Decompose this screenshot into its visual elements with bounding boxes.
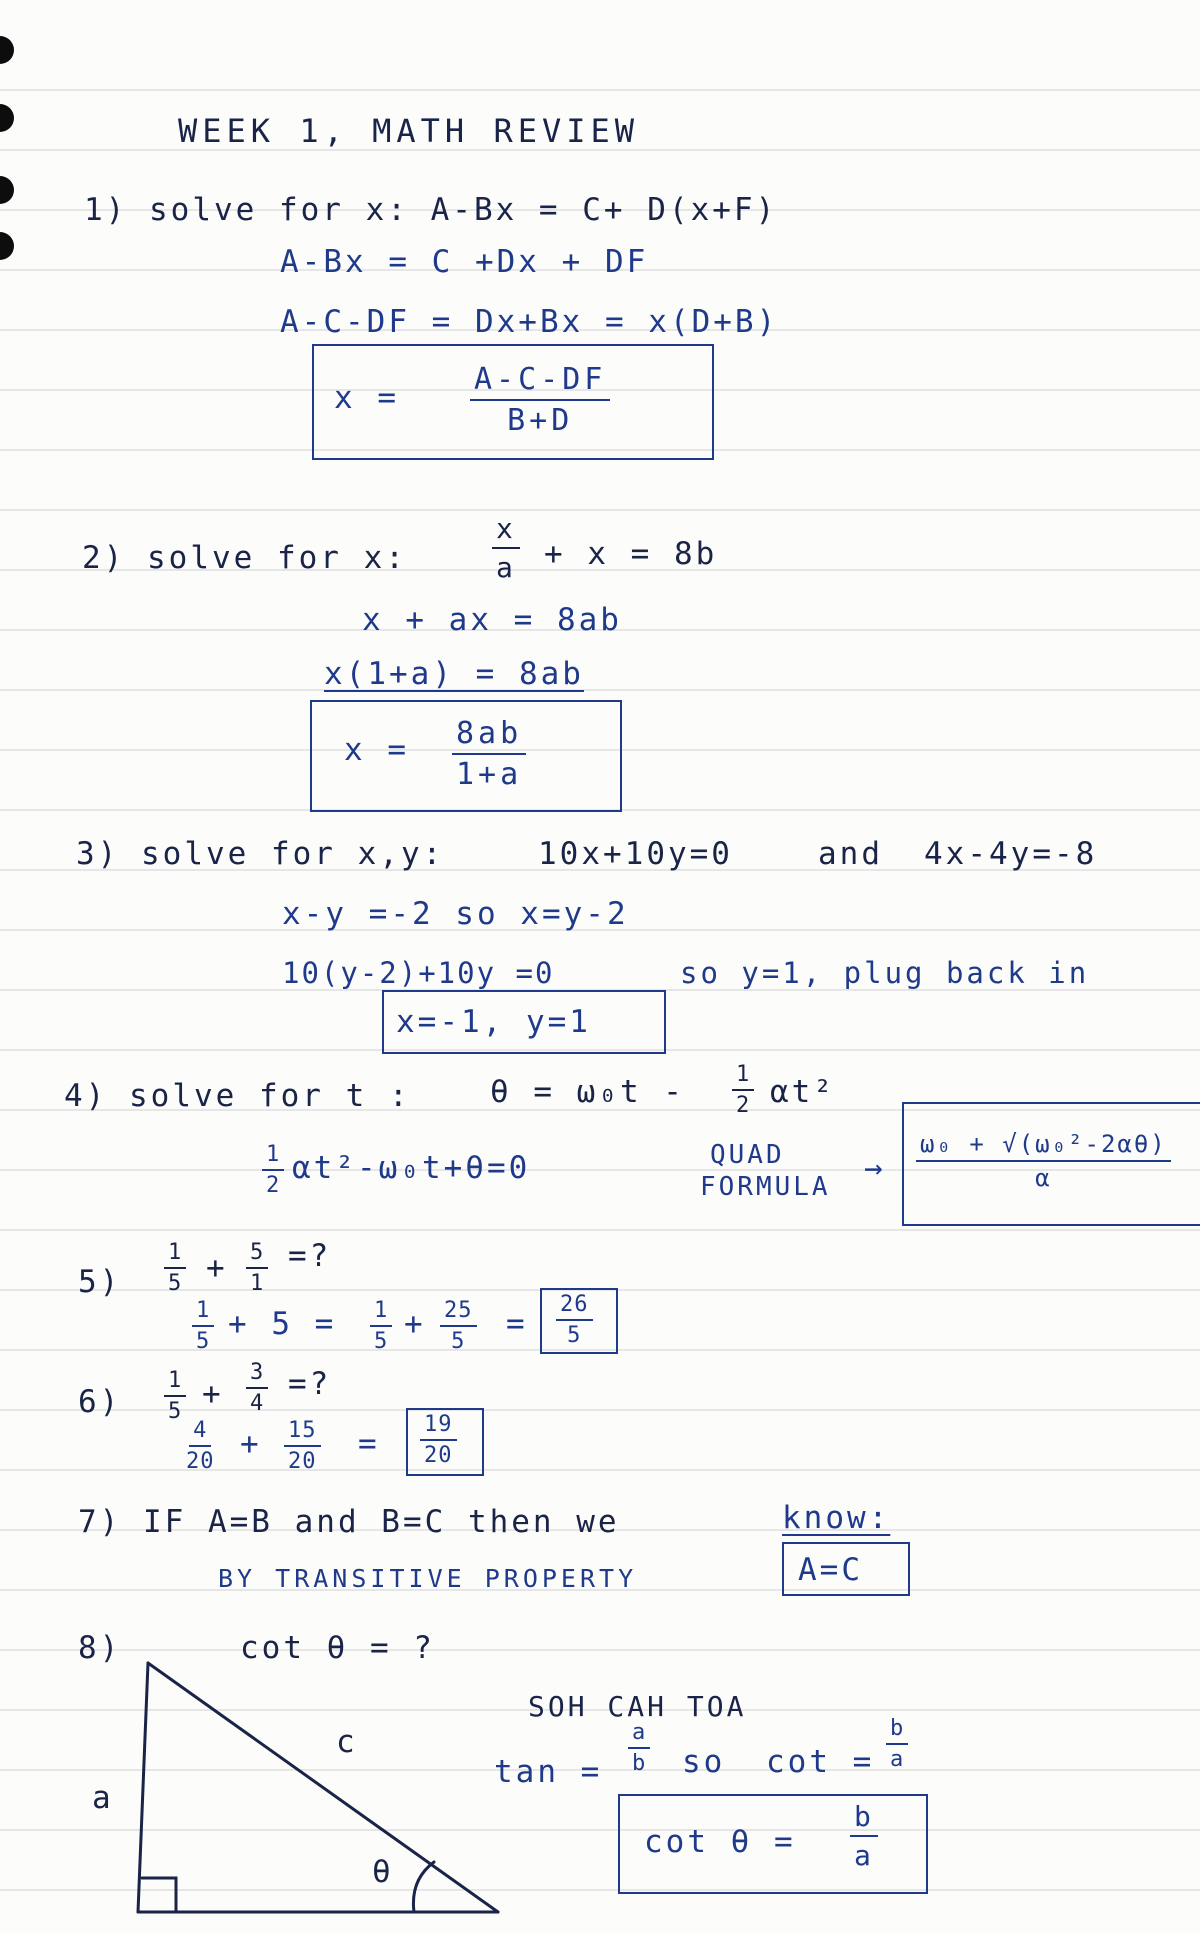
- problem-6-label: 6): [78, 1384, 122, 1420]
- problem-5-s3-numerator: 25: [440, 1298, 477, 1327]
- problem-2-answer-lhs: x =: [344, 732, 409, 768]
- problem-7-prompt: 7) IF A=B and B=C then we: [78, 1504, 620, 1540]
- problem-1-prompt: 1) solve for x: A-Bx = C+ D(x+F): [84, 192, 778, 228]
- problem-2-equation-numerator: x: [492, 512, 520, 549]
- problem-6-f2-denominator: 4: [250, 1391, 265, 1416]
- problem-6-answer-denominator: 20: [424, 1443, 453, 1468]
- problem-6-step-equals: =: [358, 1426, 380, 1462]
- triangle-label-a: a: [92, 1780, 114, 1816]
- problem-2-equation-rest: + x = 8b: [544, 536, 718, 572]
- problem-6-s2-numerator: 15: [284, 1418, 321, 1447]
- problem-5-f2-denominator: 1: [250, 1271, 265, 1296]
- problem-4-step-half-denominator: 2: [266, 1173, 281, 1198]
- problem-3-answer: x=-1, y=1: [396, 1004, 591, 1040]
- problem-1-step-2: A-C-DF = Dx+Bx = x(D+B): [280, 304, 779, 340]
- problem-4-formula-label: FORMULA: [700, 1172, 831, 1202]
- problem-5-plus: +: [206, 1250, 228, 1286]
- triangle-label-c: c: [336, 1724, 358, 1760]
- problem-2-step-2: x(1+a) = 8ab: [324, 656, 584, 692]
- problem-4-step: αt²-ω₀t+θ=0: [292, 1150, 531, 1186]
- problem-8-question: cot θ = ?: [240, 1630, 435, 1666]
- problem-5-step-equals: =: [506, 1306, 528, 1342]
- problem-3-step-2-note: so y=1, plug back in: [680, 956, 1090, 990]
- problem-3-prompt: 3) solve for x,y:: [76, 836, 445, 872]
- tan-label: tan =: [494, 1754, 603, 1790]
- problem-3-equation-2: 4x-4y=-8: [924, 836, 1098, 872]
- problem-4-half-numerator: 1: [732, 1062, 754, 1091]
- problem-3-and: and: [818, 836, 883, 872]
- cot-numerator: b: [886, 1716, 908, 1745]
- so-label: so: [682, 1744, 726, 1780]
- problem-4-answer-numerator: ω₀ + √(ω₀²-2αθ): [916, 1130, 1171, 1162]
- problem-4-equation-lhs: θ = ω₀t -: [490, 1074, 685, 1110]
- tan-numerator: a: [628, 1720, 650, 1749]
- problem-6-s1-numerator: 4: [189, 1418, 211, 1447]
- problem-5-f2-numerator: 5: [246, 1240, 268, 1269]
- problem-1-answer-denominator: B+D: [507, 403, 574, 438]
- problem-2-step-1: x + ax = 8ab: [362, 602, 622, 638]
- problem-5-f1-numerator: 1: [164, 1240, 186, 1269]
- problem-8-answer-fraction: [850, 1800, 878, 1872]
- problem-5-step-plus: +: [404, 1306, 426, 1342]
- problem-8-label: 8): [78, 1630, 122, 1666]
- problem-7-answer: A=C: [798, 1552, 863, 1588]
- problem-4-prompt: 4) solve for t :: [64, 1078, 411, 1114]
- problem-1-step-1: A-Bx = C +Dx + DF: [280, 244, 649, 280]
- problem-8-answer-lhs: cot θ =: [644, 1824, 796, 1860]
- problem-1-answer-numerator: A-C-DF: [470, 362, 610, 401]
- tan-denominator: b: [632, 1751, 647, 1776]
- problem-4-half-denominator: 2: [736, 1093, 751, 1118]
- problem-4-quad-label: QUAD: [710, 1140, 785, 1170]
- triangle-side-a: [138, 1663, 148, 1912]
- problem-6-plus: +: [202, 1376, 224, 1412]
- cot-fraction: [886, 1716, 908, 1772]
- problem-5-s1-numerator: 1: [192, 1298, 214, 1327]
- problem-6-step-plus: +: [240, 1426, 262, 1462]
- cot-denominator: a: [890, 1747, 905, 1772]
- problem-5-s2-numerator: 1: [370, 1298, 392, 1327]
- cot-label: cot =: [766, 1744, 875, 1780]
- problem-8-answer-numerator: b: [850, 1800, 878, 1837]
- problem-6-answer-numerator: 19: [420, 1412, 457, 1441]
- problem-5-question: =?: [288, 1238, 332, 1274]
- problem-6-s1-denominator: 20: [186, 1449, 215, 1474]
- page-title: WEEK 1, MATH REVIEW: [178, 112, 640, 150]
- problem-2-answer-numerator: 8ab: [452, 716, 526, 755]
- soh-cah-toa: SOH CAH TOA: [528, 1690, 747, 1723]
- problem-1-answer-lhs: x =: [334, 380, 399, 416]
- problem-2-equation-denominator: a: [496, 551, 516, 584]
- problem-6-question: =?: [288, 1366, 332, 1402]
- problem-4-answer-denominator: α: [1035, 1164, 1052, 1192]
- problem-4-equation-rhs: αt²: [770, 1074, 835, 1110]
- angle-arc: [413, 1862, 434, 1912]
- problem-5-f1-denominator: 5: [168, 1271, 183, 1296]
- problem-6-f2-numerator: 3: [246, 1360, 268, 1389]
- problem-5-answer-denominator: 5: [567, 1323, 582, 1348]
- tan-fraction: [628, 1720, 650, 1776]
- problem-3-equation-1: 10x+10y=0: [538, 836, 733, 872]
- problem-5-s2-denominator: 5: [374, 1329, 389, 1354]
- problem-6-f1-denominator: 5: [168, 1399, 183, 1424]
- problem-7-know: know:: [782, 1500, 891, 1536]
- problem-5-step-middle: + 5 =: [228, 1306, 337, 1342]
- problem-3-step-2: 10(y-2)+10y =0: [282, 956, 555, 990]
- problem-2-answer-denominator: 1+a: [456, 757, 523, 792]
- problem-5-answer-numerator: 26: [556, 1292, 593, 1321]
- triangle-label-theta: θ: [372, 1854, 394, 1890]
- triangle-hypotenuse-c: [148, 1663, 498, 1912]
- problem-5-label: 5): [78, 1264, 122, 1300]
- right-angle-marker: [142, 1878, 176, 1912]
- arrow-right-icon: →: [864, 1150, 886, 1186]
- problem-5-s1-denominator: 5: [196, 1329, 211, 1354]
- problem-5-s3-denominator: 5: [451, 1329, 466, 1354]
- problem-4-step-half-numerator: 1: [262, 1142, 284, 1171]
- problem-8-answer-denominator: a: [854, 1839, 874, 1872]
- problem-6-f1-numerator: 1: [164, 1368, 186, 1397]
- problem-3-step-1: x-y =-2 so x=y-2: [282, 896, 629, 932]
- problem-6-s2-denominator: 20: [288, 1449, 317, 1474]
- problem-2-prompt: 2) solve for x:: [82, 540, 407, 576]
- problem-7-reason: BY TRANSITIVE PROPERTY: [218, 1564, 638, 1593]
